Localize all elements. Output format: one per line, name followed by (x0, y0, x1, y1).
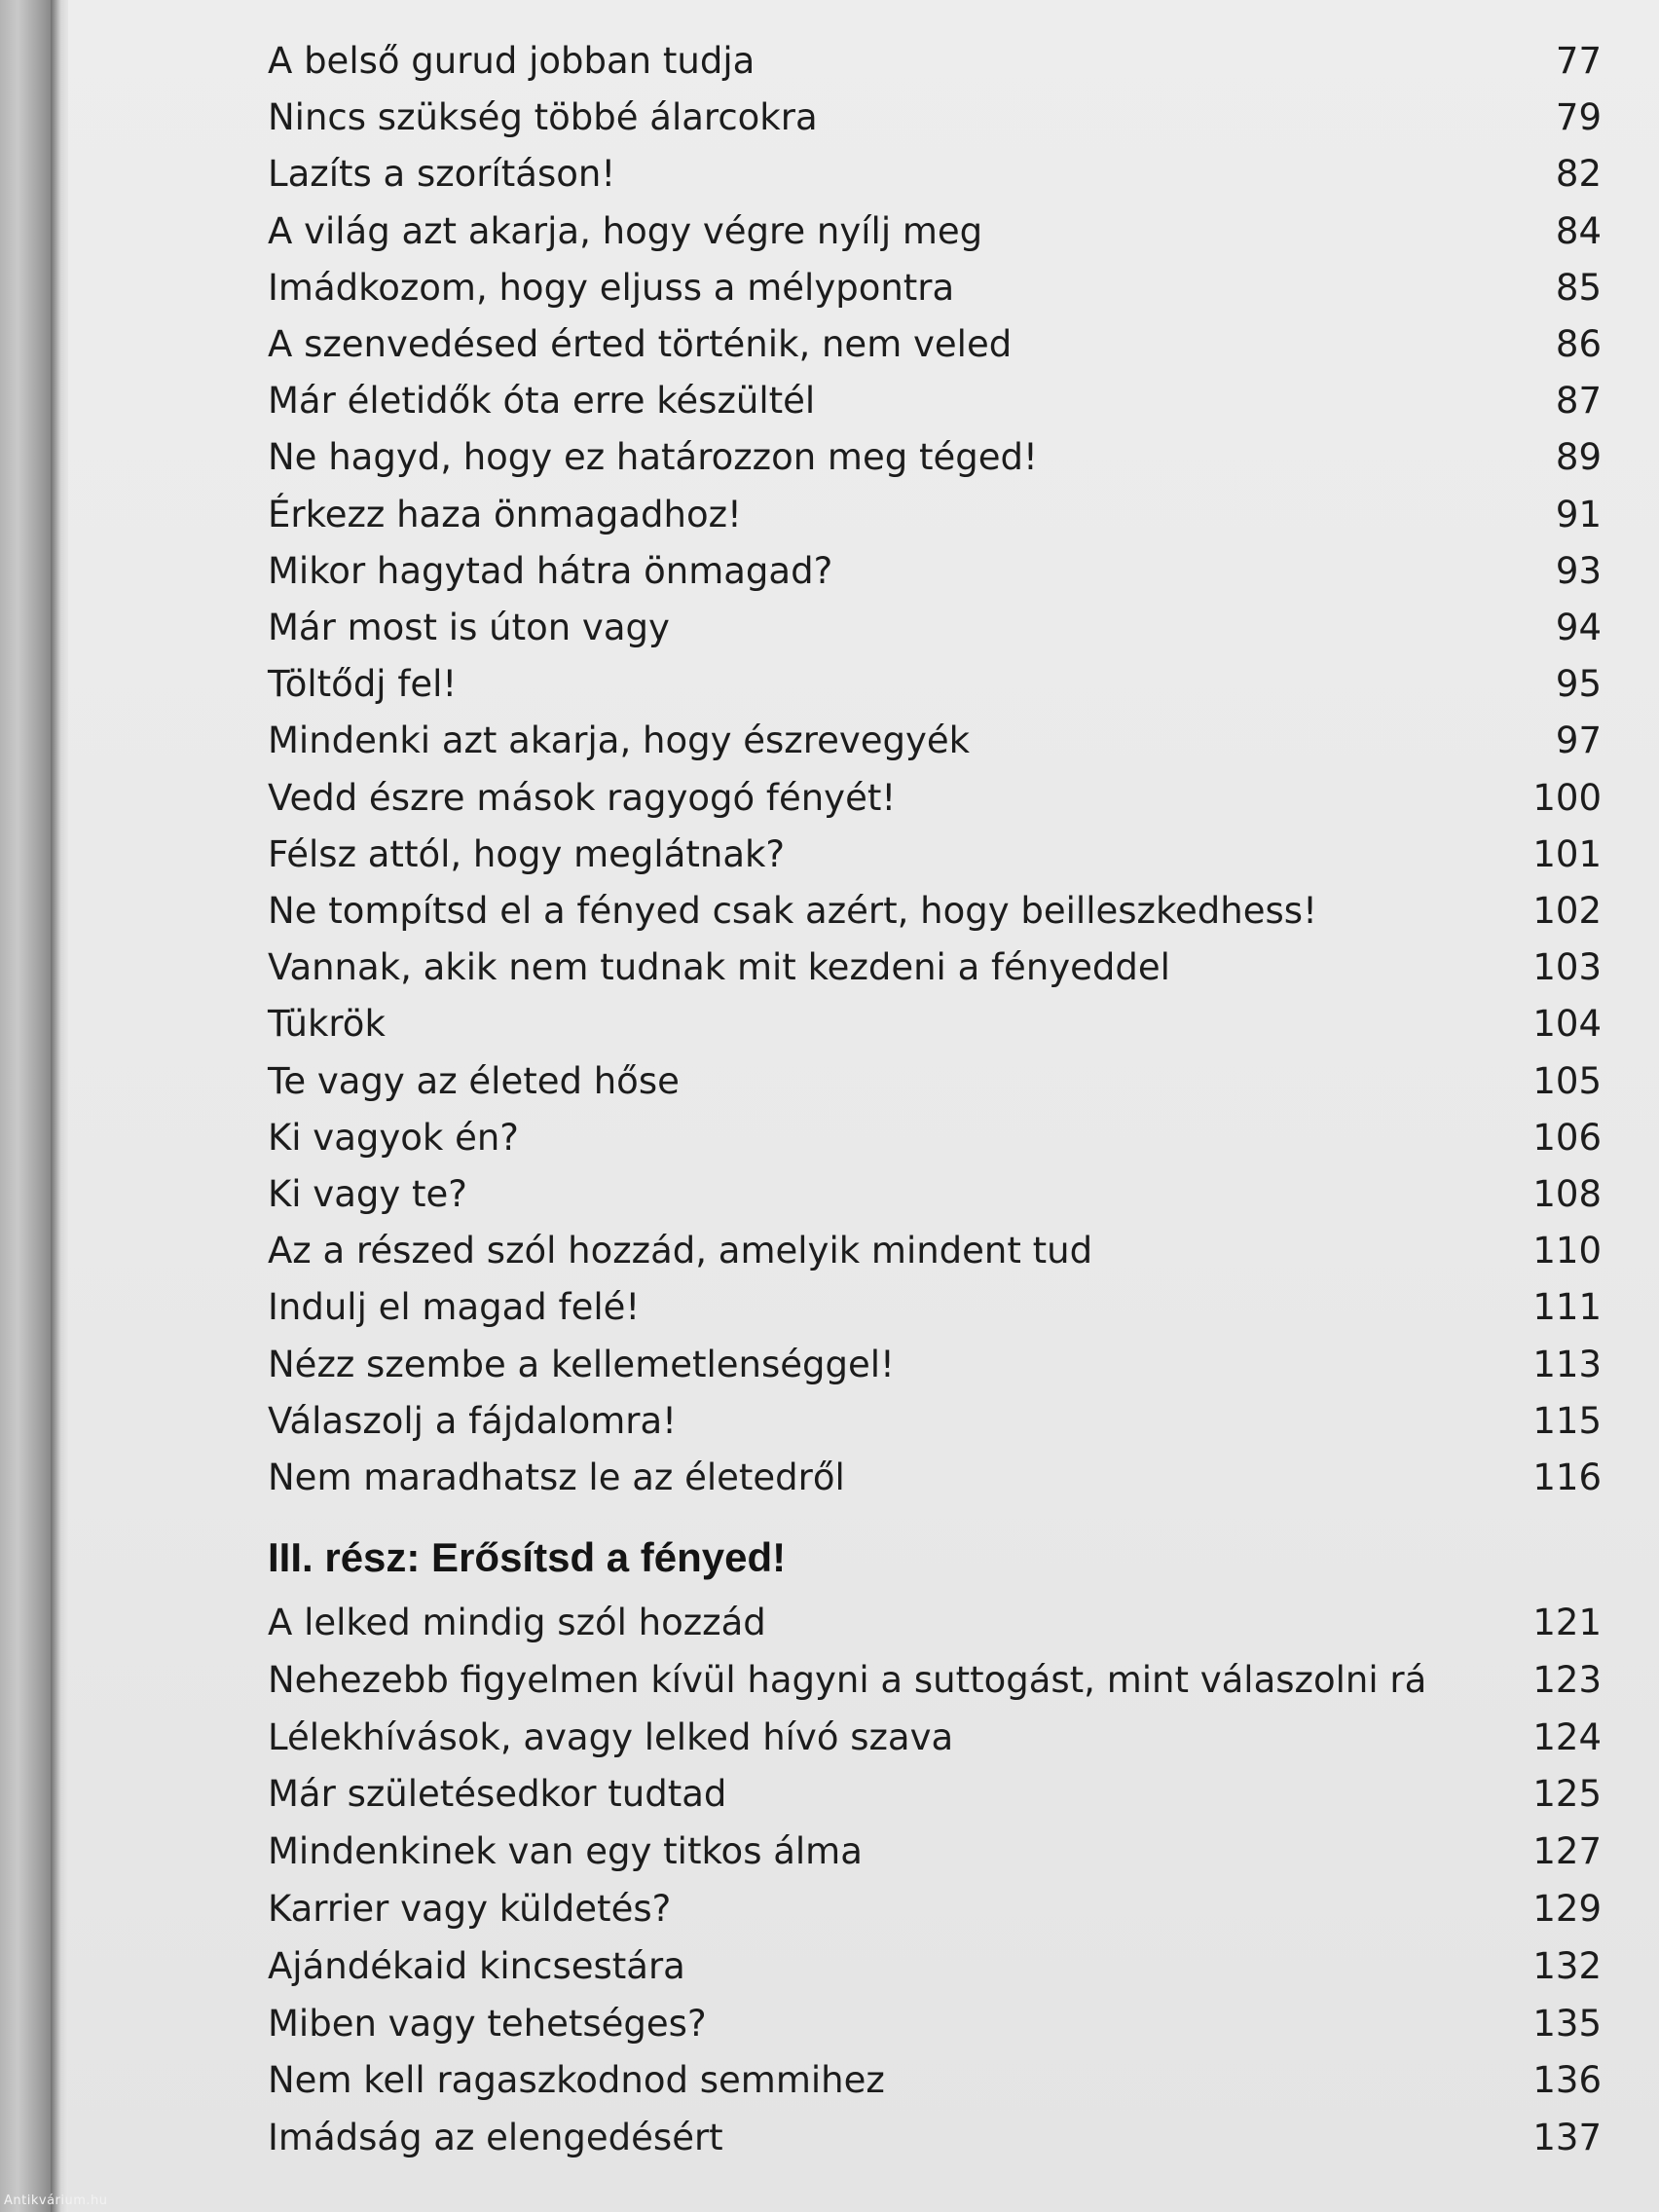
toc-entry-page-number: 85 (1555, 266, 1602, 309)
toc-entry (268, 377, 1602, 425)
toc-entry (268, 207, 1602, 256)
toc-entry-page-number: 95 (1555, 663, 1602, 706)
toc-entry-title: A szenvedésed érted történik, nem veled (268, 323, 1013, 365)
toc-entry (268, 660, 1602, 709)
toc-entry-title: Mindenkinek van egy titkos álma (268, 1830, 863, 1873)
toc-entry-page-number: 79 (1555, 96, 1602, 139)
toc-entry-page-number: 129 (1532, 1888, 1602, 1930)
toc-entry-page-number: 113 (1532, 1343, 1602, 1385)
toc-entry-title: Te vagy az életed hőse (268, 1059, 680, 1102)
toc-entry-page-number: 91 (1555, 493, 1602, 535)
toc-entry-page-number: 84 (1555, 209, 1602, 252)
toc-entry (268, 1341, 1602, 1389)
toc-entry (268, 887, 1602, 936)
toc-entry (268, 1656, 1602, 1705)
toc-entry-page-number: 127 (1532, 1830, 1602, 1873)
toc-entry (268, 1885, 1602, 1934)
toc-entry-title: Válaszolj a fájdalomra! (268, 1399, 677, 1442)
toc-entry (268, 150, 1602, 199)
toc-entry (268, 1114, 1602, 1162)
toc-entry-title: Imádkozom, hogy eljuss a mélypontra (268, 266, 955, 309)
toc-entry-title: Töltődj fel! (268, 663, 458, 706)
toc-entry-title: Lazíts a szorításon! (268, 153, 616, 196)
toc-entry-title: Tükrök (268, 1003, 386, 1046)
toc-entry-title: Ajándékaid kincsestára (268, 1944, 685, 1987)
toc-entry-page-number: 108 (1532, 1173, 1602, 1215)
toc-entry-title: Az a részed szól hozzád, amelyik mindent tud (268, 1230, 1093, 1272)
toc-entry-page-number: 136 (1532, 2059, 1602, 2102)
toc-entry-page-number: 105 (1532, 1059, 1602, 1102)
toc-entry-title: Már életidők óta erre készültél (268, 380, 816, 423)
section-heading: III. rész: Erősítsd a fényed! (268, 1534, 787, 1580)
toc-entry (268, 1227, 1602, 1275)
toc-entry-title: Ki vagy te? (268, 1173, 467, 1215)
toc-entry-page-number: 89 (1555, 436, 1602, 479)
toc-entry-title: Nézz szembe a kellemetlenséggel! (268, 1343, 895, 1385)
book-page (68, 0, 1659, 2212)
toc-entry (268, 1397, 1602, 1446)
toc-entry-page-number: 115 (1532, 1399, 1602, 1442)
page-gutter (51, 0, 68, 2212)
toc-entry (268, 1599, 1602, 1647)
toc-entry (268, 717, 1602, 765)
toc-entry-page-number: 121 (1532, 1602, 1602, 1643)
toc-entry-page-number: 94 (1555, 607, 1602, 648)
toc-entry-page-number: 106 (1532, 1116, 1602, 1159)
toc-entry-title: Ki vagyok én? (268, 1116, 519, 1159)
toc-entry-title: Mindenki azt akarja, hogy észrevegyék (268, 719, 971, 762)
toc-entry-page-number: 103 (1532, 946, 1602, 989)
toc-entry-title: Félsz attól, hogy meglátnak? (268, 832, 786, 875)
toc-entry-title: Karrier vagy küldetés? (268, 1888, 672, 1930)
toc-entry-title: Mikor hagytad hátra önmagad? (268, 549, 833, 592)
toc-entry (268, 943, 1602, 992)
toc-entry-page-number: 110 (1532, 1230, 1602, 1272)
toc-entry (268, 1827, 1602, 1876)
toc-entry-page-number: 86 (1555, 323, 1602, 365)
toc-entry (268, 2114, 1602, 2162)
toc-entry (268, 433, 1602, 482)
toc-entry-title: Vannak, akik nem tudnak mit kezdeni a fényeddel (268, 946, 1170, 989)
watermark: Antikvárium.hu (4, 2194, 108, 2208)
toc-entry-page-number: 135 (1532, 2002, 1602, 2045)
toc-entry (268, 2056, 1602, 2105)
toc-entry-page-number: 82 (1555, 153, 1602, 196)
toc-entry-page-number: 101 (1532, 832, 1602, 875)
toc-entry-title: Nem kell ragaszkodnod semmihez (268, 2059, 885, 2102)
toc-entry (268, 774, 1602, 823)
toc-entry (268, 604, 1602, 652)
toc-entry (268, 830, 1602, 879)
toc-entry (268, 547, 1602, 596)
book-spine (0, 0, 51, 2212)
toc-entry-page-number: 97 (1555, 719, 1602, 762)
toc-entry (268, 37, 1602, 86)
toc-entry-page-number: 104 (1532, 1003, 1602, 1046)
toc-entry-page-number: 100 (1532, 776, 1602, 819)
toc-entry-title: Ne tompítsd el a fényed csak azért, hogy beilleszkedhess! (268, 890, 1317, 932)
toc-entry (268, 1170, 1602, 1219)
toc-entry-title: Imádság az elengedésért (268, 2117, 723, 2159)
toc-entry-page-number: 77 (1555, 40, 1602, 82)
toc-entry-page-number: 123 (1532, 1658, 1602, 1701)
toc-entry-page-number: 132 (1532, 1944, 1602, 1987)
toc-entry-title: Már születésedkor tudtad (268, 1773, 727, 1816)
toc-entry-page-number: 102 (1532, 890, 1602, 932)
toc-entry-page-number: 125 (1532, 1773, 1602, 1816)
toc-entry-title: A lelked mindig szól hozzád (268, 1602, 766, 1643)
toc-entry-page-number: 111 (1532, 1286, 1602, 1329)
toc-entry-page-number: 87 (1555, 380, 1602, 423)
toc-entry (268, 1942, 1602, 1991)
toc-entry-title: Nem maradhatsz le az életedről (268, 1456, 845, 1498)
toc-entry-title: Nincs szükség többé álarcokra (268, 96, 818, 139)
table-of-contents (68, 0, 1659, 2212)
toc-entry-title: Miben vagy tehetséges? (268, 2002, 707, 2045)
toc-entry-title: Érkezz haza önmagadhoz! (268, 493, 742, 535)
toc-entry-page-number: 137 (1532, 2117, 1602, 2159)
toc-entry (268, 264, 1602, 313)
toc-entry (268, 1000, 1602, 1049)
toc-entry-page-number: 116 (1532, 1456, 1602, 1498)
toc-entry (268, 1283, 1602, 1332)
toc-entry (268, 1454, 1602, 1502)
toc-entry-title: Indulj el magad felé! (268, 1286, 641, 1329)
toc-entry-title: Már most is úton vagy (268, 607, 670, 648)
toc-entry-page-number: 124 (1532, 1715, 1602, 1758)
toc-entry-title: Lélekhívások, avagy lelked hívó szava (268, 1715, 954, 1758)
toc-entry-title: A belső gurud jobban tudja (268, 40, 756, 82)
toc-entry-title: Ne hagyd, hogy ez határozzon meg téged! (268, 436, 1038, 479)
toc-entry-title: Nehezebb figyelmen kívül hagyni a suttogást, mint válaszolni rá (268, 1658, 1427, 1701)
toc-entry (268, 1714, 1602, 1762)
toc-entry (268, 320, 1602, 369)
toc-entry-page-number: 93 (1555, 549, 1602, 592)
toc-entry-title: Vedd észre mások ragyogó fényét! (268, 776, 897, 819)
toc-entry (268, 1770, 1602, 1819)
toc-entry (268, 2000, 1602, 2048)
toc-entry (268, 491, 1602, 539)
toc-entry-title: A világ azt akarja, hogy végre nyílj meg (268, 209, 983, 252)
toc-entry (268, 1057, 1602, 1106)
toc-entry (268, 93, 1602, 142)
